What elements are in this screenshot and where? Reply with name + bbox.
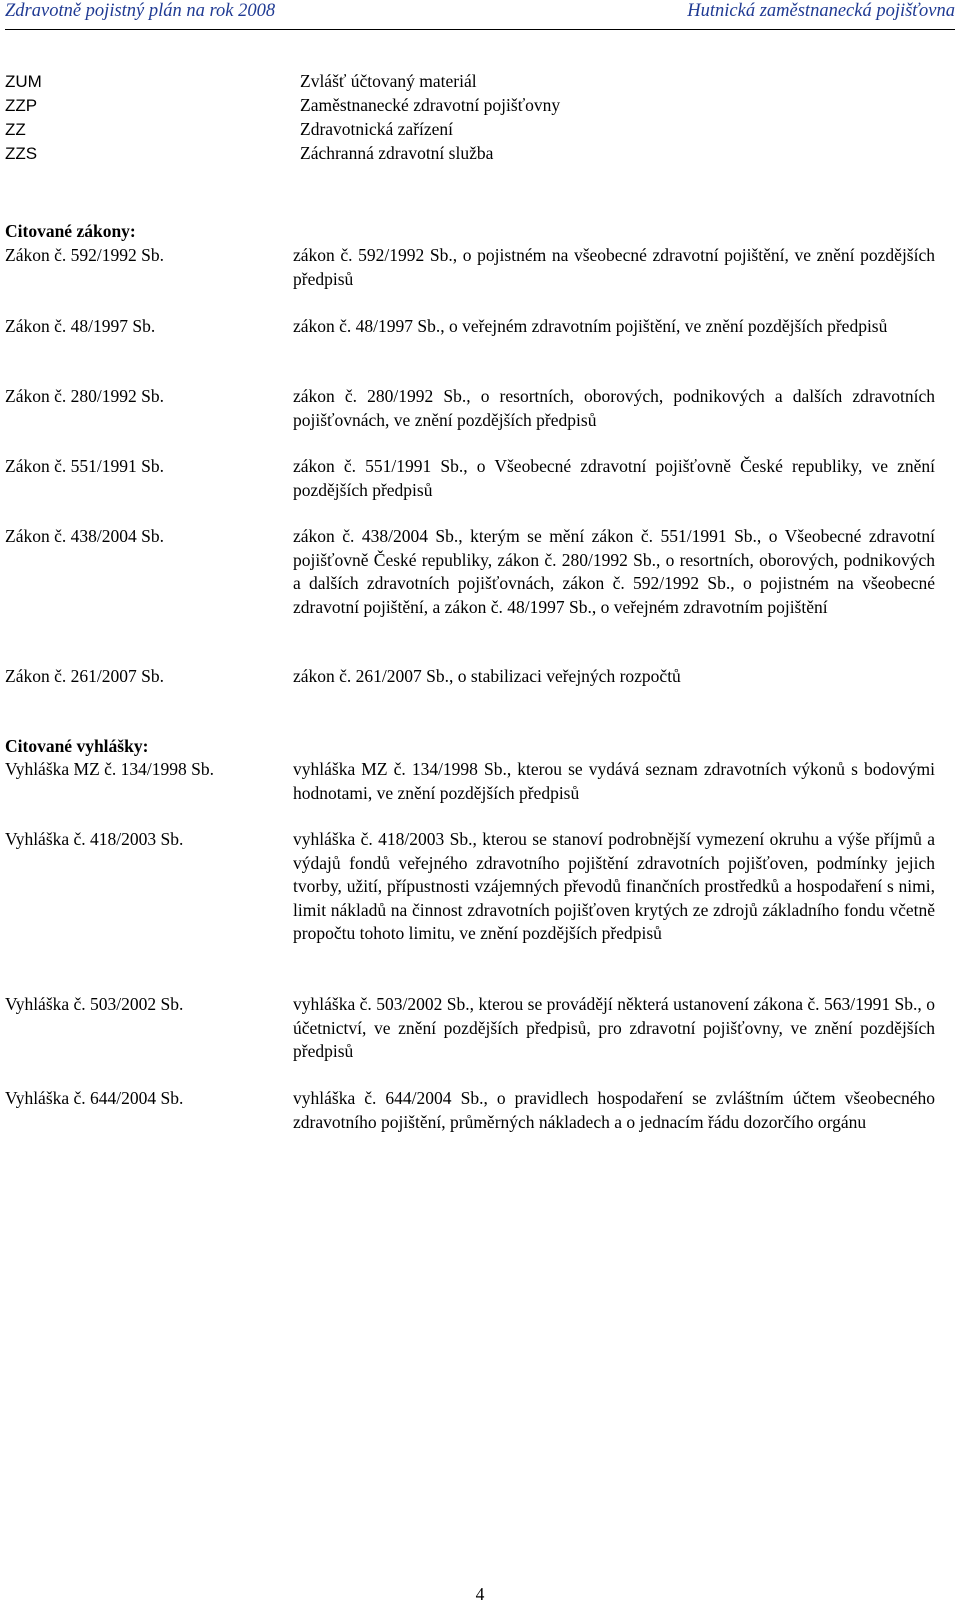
abbreviation-text: Zdravotnická zařízení <box>300 119 454 139</box>
law-entry <box>5 525 935 619</box>
decree-description: vyhláška č. 418/2003 Sb., kterou se stanoví podrobnější vymezení okruhu a výše příjmů a výdajů fondů veřejného zdravotního pojištění zdravotních pojišťoven, podmínky jejich tvorby, užití, přípustnosti vzájemných převodů finančních prostředků a hospodaření s nimi, limit nákladů na činnost zdravotních pojišťoven krytých ze zdrojů základního fondu včetně propočtu tohoto limitu, ve znění pozdějších předpisů <box>293 829 935 943</box>
abbreviation-code: ZZ <box>5 120 26 139</box>
abbreviation-row <box>5 142 950 166</box>
decree-entry <box>5 828 935 946</box>
abbreviation-code: ZZS <box>5 144 38 163</box>
law-code: Zákon č. 48/1997 Sb. <box>5 316 156 336</box>
decree-entry <box>5 758 935 805</box>
abbreviation-row <box>5 70 950 94</box>
law-code: Zákon č. 551/1991 Sb. <box>5 456 164 476</box>
decree-description: vyhláška č. 644/2004 Sb., o pravidlech hospodaření se zvláštním účtem všeobecného zdravotního pojištění, průměrných nákladech a o jednacím řádu dozorčího orgánu <box>293 1088 935 1132</box>
law-code: Zákon č. 438/2004 Sb. <box>5 526 164 546</box>
law-entry <box>5 455 935 502</box>
decree-code: Vyhláška č. 503/2002 Sb. <box>5 994 184 1014</box>
abbreviation-row <box>5 118 950 142</box>
decree-code: Vyhláška č. 418/2003 Sb. <box>5 829 184 849</box>
law-description: zákon č. 551/1991 Sb., o Všeobecné zdravotní pojišťovně České republiky, ve znění pozdějších předpisů <box>293 456 935 500</box>
decree-entry <box>5 1087 935 1134</box>
law-entry <box>5 385 935 432</box>
law-description: zákon č. 280/1992 Sb., o resortních, oborových, podnikových a dalších zdravotních pojišťovnách, ve znění pozdějších předpisů <box>293 386 935 430</box>
decrees-section-title: Citované vyhlášky: <box>5 736 149 756</box>
law-code: Zákon č. 280/1992 Sb. <box>5 386 164 406</box>
abbreviation-text: Záchranná zdravotní služba <box>300 143 494 163</box>
decree-code: Vyhláška č. 644/2004 Sb. <box>5 1088 184 1108</box>
abbreviation-text: Zaměstnanecké zdravotní pojišťovny <box>300 95 561 115</box>
law-code: Zákon č. 592/1992 Sb. <box>5 245 164 265</box>
law-description: zákon č. 261/2007 Sb., o stabilizaci veřejných rozpočtů <box>293 666 681 686</box>
header-document-title: Zdravotně pojistný plán na rok 2008 <box>5 1 276 21</box>
abbreviation-text: Zvlášť účtovaný materiál <box>300 71 477 91</box>
laws-section-title: Citované zákony: <box>5 221 136 241</box>
law-entry <box>5 315 935 339</box>
abbreviation-code: ZZP <box>5 96 38 115</box>
law-entry <box>5 244 935 291</box>
abbreviation-code: ZUM <box>5 72 42 91</box>
abbreviation-row <box>5 94 950 118</box>
abbreviation-list <box>5 70 950 166</box>
decree-description: vyhláška MZ č. 134/1998 Sb., kterou se vydává seznam zdravotních výkonů s bodovými hodnotami, ve znění pozdějších předpisů <box>293 759 935 803</box>
law-code: Zákon č. 261/2007 Sb. <box>5 666 164 686</box>
decree-description: vyhláška č. 503/2002 Sb., kterou se provádějí některá ustanovení zákona č. 563/1991 Sb., o účetnictví, ve znění pozdějších předpisů, pro zdravotní pojišťovny, ve znění pozdějších předpisů <box>293 994 935 1061</box>
decree-entry <box>5 993 935 1064</box>
decree-code: Vyhláška MZ č. 134/1998 Sb. <box>5 759 215 779</box>
page-number: 4 <box>475 1584 485 1604</box>
header-organization: Hutnická zaměstnanecká pojišťovna <box>687 1 955 21</box>
law-description: zákon č. 48/1997 Sb., o veřejném zdravotním pojištění, ve znění pozdějších předpisů <box>293 316 888 336</box>
page-header <box>5 0 955 30</box>
law-description: zákon č. 438/2004 Sb., kterým se mění zákon č. 551/1991 Sb., o Všeobecné zdravotní pojišťovně České republiky, zákon č. 280/1992 Sb., o resortních, oborových, podnikových a dalších zdravotních pojišťovnách, zákon č. 592/1992 Sb., o pojistném na všeobecné zdravotní pojištění, a zákon č. 48/1997 Sb., o veřejném zdravotním pojištění <box>293 526 935 617</box>
law-description: zákon č. 592/1992 Sb., o pojistném na všeobecné zdravotní pojištění, ve znění pozdějších předpisů <box>293 245 935 289</box>
law-entry <box>5 665 935 689</box>
